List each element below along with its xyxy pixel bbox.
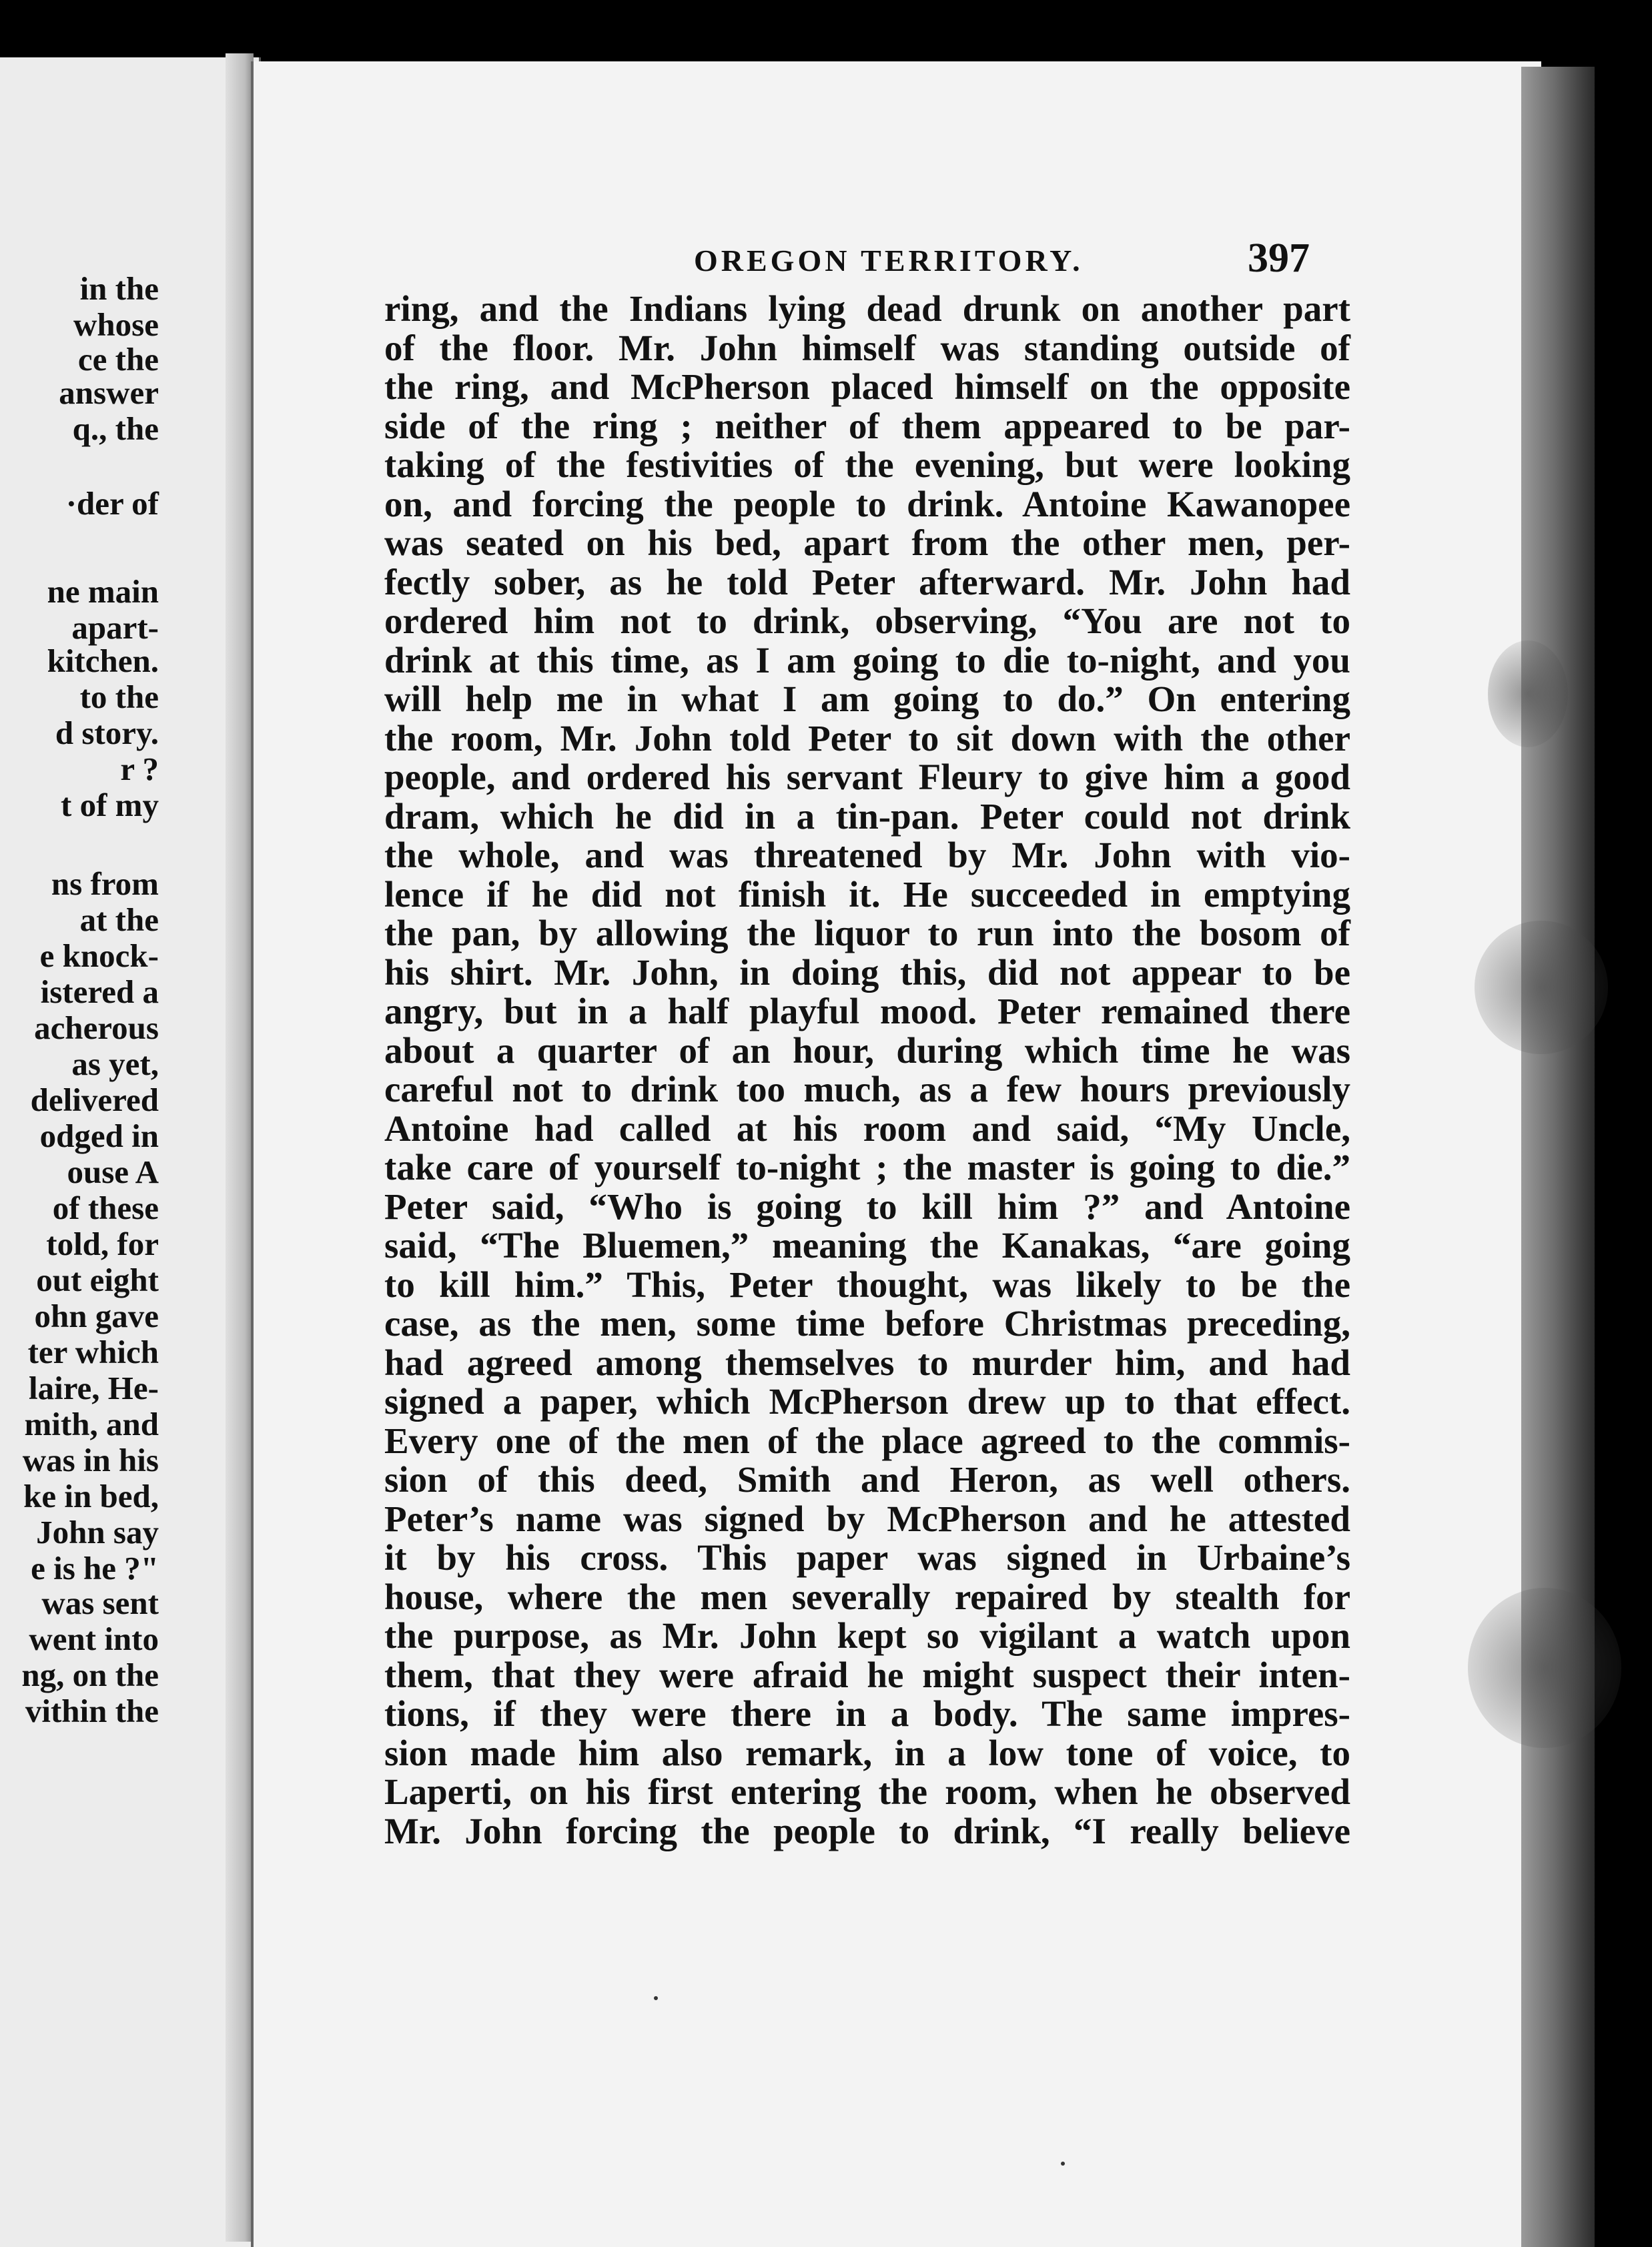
text-line: careful not to drink too much, as a few hours previously <box>384 1069 1350 1109</box>
text-line: signed a paper, which McPherson drew up to that effect. <box>384 1381 1350 1422</box>
text-line: people, and ordered his servant Fleury to give him a good <box>384 757 1350 797</box>
text-line: the ring, and McPherson placed himself on the opposite <box>384 366 1350 407</box>
fragment-line: was sent <box>41 1585 159 1621</box>
page-edge-shadow <box>1521 67 1595 2247</box>
fragment-line: ke in bed, <box>23 1478 159 1514</box>
page-stain <box>1468 1588 1621 1748</box>
fragment-line: at the <box>79 901 159 938</box>
text-line: about a quarter of an hour, during which time he was <box>384 1029 1350 1071</box>
fragment-line: laire, He- <box>28 1370 159 1406</box>
text-line: to kill him.” This, Peter thought, was likely to be the <box>384 1264 1350 1305</box>
text-line: tions, if they were there in a body. The same impres- <box>384 1693 1350 1734</box>
text-line: will help me in what I am going to do.” On entering <box>384 679 1350 719</box>
text-line: Peter said, “Who is going to kill him ?” and Antoine <box>384 1186 1350 1227</box>
text-line: on, and forcing the people to drink. Antoine Kawanopee <box>384 483 1350 524</box>
text-line: the room, Mr. John told Peter to sit down with the other <box>384 717 1350 759</box>
book-page <box>251 61 1541 2247</box>
running-head: OREGON TERRITORY. <box>694 244 1084 278</box>
fragment-line: ns from <box>51 865 159 902</box>
fragment-line: ·der of <box>65 485 159 522</box>
fragment-line: e knock- <box>39 937 159 974</box>
text-line: case, as the men, some time before Christmas preceding, <box>384 1303 1350 1344</box>
text-line: the whole, and was threatened by Mr. John with vio- <box>384 835 1350 875</box>
fragment-line: mith, and <box>24 1406 159 1442</box>
fragment-line: ne main <box>47 573 159 610</box>
text-line: lence if he did not finish it. He succeeded in emptying <box>384 873 1350 915</box>
text-line: dram, which he did in a tin-pan. Peter could not drink <box>384 795 1350 837</box>
fragment-line: ng, on the <box>21 1657 159 1693</box>
text-line: Peter’s name was signed by McPherson and he attested <box>384 1498 1350 1539</box>
text-line: sion of this deed, Smith and Heron, as well others. <box>384 1459 1350 1500</box>
text-line: it by his cross. This paper was signed in Urbaine’s <box>384 1537 1350 1578</box>
text-line: Antoine had called at his room and said, “My Uncle, <box>384 1107 1350 1149</box>
fragment-line: John say <box>36 1514 159 1550</box>
text-line: Every one of the men of the place agreed to the commis- <box>384 1420 1350 1461</box>
fragment-line: odged in <box>39 1117 159 1154</box>
fragment-line: ter which <box>27 1334 159 1370</box>
fragment-line: ouse A <box>67 1154 159 1190</box>
text-line: sion made him also remark, in a low tone of voice, to <box>384 1732 1350 1773</box>
ink-speck <box>654 1996 658 2000</box>
fragment-line: d story. <box>55 715 159 751</box>
text-line: them, that they were afraid he might suspect their inten- <box>384 1654 1350 1695</box>
text-line: had agreed among themselves to murder him, and had <box>384 1342 1350 1383</box>
text-line: side of the ring ; neither of them appeared to be par- <box>384 405 1350 446</box>
fragment-line: acherous <box>34 1009 159 1046</box>
fragment-line: e is he ?" <box>31 1550 159 1587</box>
fragment-line: apart- <box>71 609 159 646</box>
previous-page-fragment <box>0 57 261 2247</box>
fragment-line: whose <box>73 306 159 343</box>
fragment-line: out eight <box>36 1262 159 1298</box>
page-header <box>254 228 1541 282</box>
text-line: said, “The Bluemen,” meaning the Kanakas, “are going <box>384 1225 1350 1266</box>
fragment-line: was in his <box>22 1442 159 1478</box>
fragment-line: answer <box>59 374 159 411</box>
fragment-line: istered a <box>40 973 159 1010</box>
text-line: the pan, by allowing the liquor to run into the bosom of <box>384 913 1350 953</box>
fragment-line: r ? <box>120 751 159 787</box>
page-stain <box>1488 640 1568 747</box>
fragment-line: ohn gave <box>34 1298 159 1334</box>
text-line: Laperti, on his first entering the room, when he observed <box>384 1771 1350 1812</box>
fragment-line: to the <box>79 679 159 715</box>
fragment-line: t of my <box>61 787 159 823</box>
fragment-line: of these <box>52 1190 159 1226</box>
text-line: angry, but in a half playful mood. Peter remained there <box>384 991 1350 1031</box>
text-line: his shirt. Mr. John, in doing this, did not appear to be <box>384 951 1350 993</box>
text-line: drink at this time, as I am going to die to-night, and you <box>384 639 1350 681</box>
fragment-line: as yet, <box>71 1045 159 1082</box>
fragment-line: went into <box>29 1621 159 1657</box>
ink-speck <box>1061 2162 1065 2166</box>
fragment-line: kitchen. <box>47 642 159 679</box>
fragment-line: told, for <box>46 1226 159 1262</box>
fragment-line: delivered <box>30 1081 159 1118</box>
text-line: was seated on his bed, apart from the other men, per- <box>384 522 1350 563</box>
fragment-line: q., the <box>72 410 159 447</box>
text-line: taking of the festivities of the evening, but were looking <box>384 444 1350 485</box>
page-number: 397 <box>1248 236 1310 281</box>
page-gutter <box>226 53 254 2242</box>
body-text <box>384 290 1350 1851</box>
text-line: take care of yourself to-night ; the master is going to die.” <box>384 1147 1350 1188</box>
page-stain <box>1475 921 1608 1054</box>
text-line: the purpose, as Mr. John kept so vigilant a watch upon <box>384 1615 1350 1656</box>
text-line: fectly sober, as he told Peter afterward. Mr. John had <box>384 561 1350 602</box>
text-line: house, where the men severally repaired by stealth for <box>384 1576 1350 1617</box>
fragment-line: ce the <box>77 341 159 378</box>
text-line: Mr. John forcing the people to drink, “I really believe <box>384 1810 1350 1851</box>
text-line: ring, and the Indians lying dead drunk on another part <box>384 288 1350 329</box>
text-line: ordered him not to drink, observing, “You are not to <box>384 600 1350 641</box>
fragment-line: in the <box>79 270 159 307</box>
fragment-line: vithin the <box>25 1693 159 1729</box>
text-line: of the floor. Mr. John himself was standing outside of <box>384 327 1350 368</box>
